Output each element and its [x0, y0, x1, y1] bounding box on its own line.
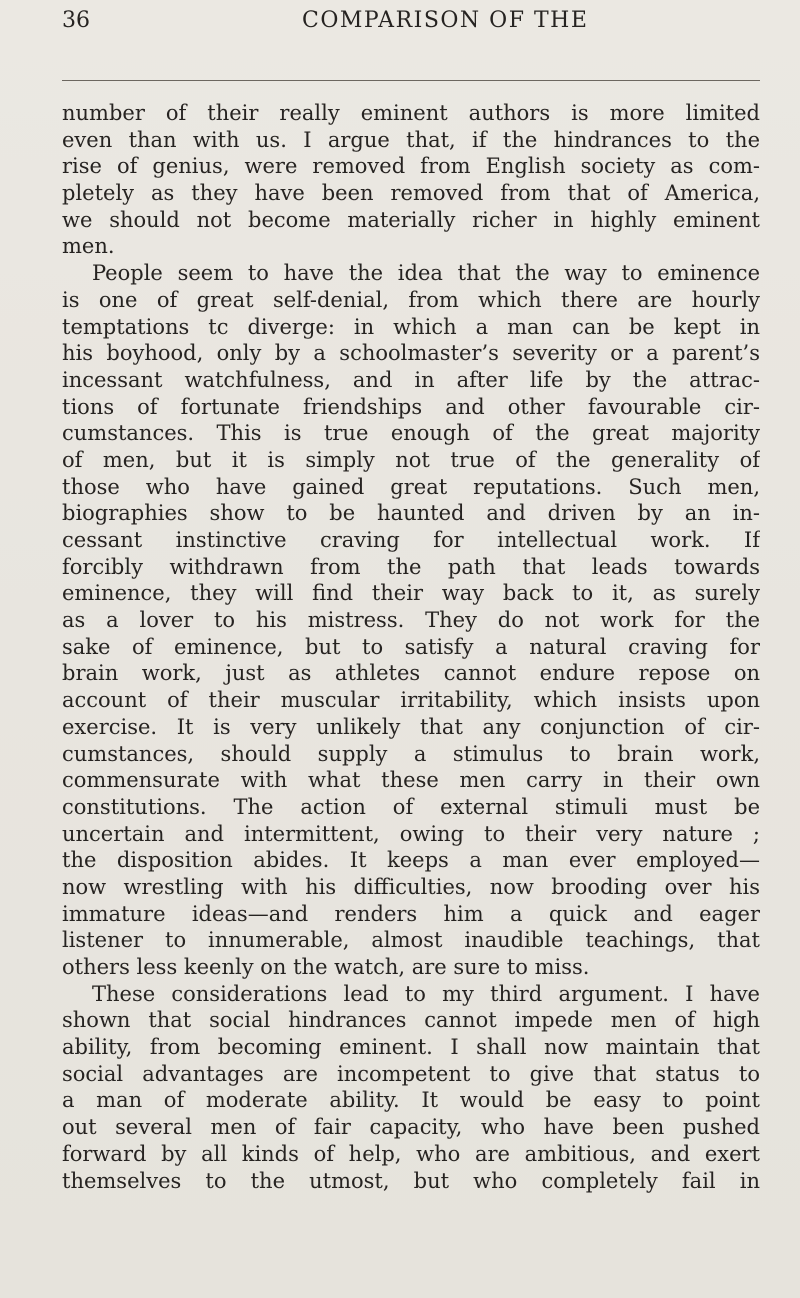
text-line: is one of great self-denial, from which there are hourly	[62, 287, 760, 312]
text-line: out several men of fair capacity, who have been pushed	[62, 1115, 760, 1140]
text-line: cumstances. This is true enough of the great majority	[62, 421, 760, 446]
text-line: number of their really eminent authors is more limited	[62, 101, 760, 125]
text-line: social advantages are incompetent to give that status to	[62, 1061, 760, 1086]
text-line: ability, from becoming eminent. I shall now maintain that	[62, 1035, 760, 1060]
text-line: biographies show to be haunted and driven by an in-	[62, 501, 760, 526]
header-rule	[62, 80, 760, 81]
text-line: those who have gained great reputations. Such men,	[62, 474, 760, 499]
text-line: tions of fortunate friendships and other favourable cir-	[62, 394, 760, 419]
text-line: forcibly withdrawn from the path that leads towards	[62, 554, 760, 579]
text-line: forward by all kinds of help, who are ambitious, and exert	[62, 1141, 760, 1166]
text-line: account of their muscular irritability, which insists upon	[62, 688, 760, 713]
text-line: uncertain and intermittent, owing to their very nature ;	[62, 821, 760, 846]
text-line: brain work, just as athletes cannot endure repose on	[62, 661, 760, 686]
text-line: his boyhood, only by a schoolmaster’s severity or a parent’s	[62, 341, 760, 366]
text-line: men.	[62, 234, 115, 259]
text-line: eminence, they will find their way back to it, as surely	[62, 581, 760, 606]
page-number: 36	[62, 8, 90, 33]
text-line: now wrestling with his difficulties, now brooding over his	[62, 874, 760, 899]
running-head	[62, 0, 762, 36]
text-line: themselves to the utmost, but who completely fail in	[62, 1168, 760, 1193]
text-line: sake of eminence, but to satisfy a natural craving for	[62, 634, 760, 659]
text-line: temptations tc diverge: in which a man can be kept in	[62, 314, 760, 339]
text-line: others less keenly on the watch, are sure to miss.	[62, 955, 590, 979]
text-line: listener to innumerable, almost inaudible teachings, that	[62, 928, 760, 953]
text-line: shown that social hindrances cannot impede men of high	[62, 1008, 760, 1033]
text-line: constitutions. The action of external stimuli must be	[62, 794, 760, 819]
text-line: we should not become materially richer in highly eminent	[62, 207, 760, 232]
text-line: rise of genius, were removed from English society as com-	[62, 154, 760, 179]
text-line: immature ideas—and renders him a quick and eager	[62, 901, 760, 926]
text-line: commensurate with what these men carry in their own	[62, 768, 760, 793]
text-line: People seem to have the idea that the way to eminence	[92, 261, 760, 286]
text-line: cessant instinctive craving for intellectual work. If	[62, 528, 760, 552]
text-line: These considerations lead to my third argument. I have	[92, 981, 760, 1006]
running-title: COMPARISON OF THE	[302, 8, 589, 33]
text-line: a man of moderate ability. It would be easy to point	[62, 1088, 760, 1113]
body-text	[62, 100, 760, 1194]
text-line: of men, but it is simply not true of the generality of	[62, 447, 760, 472]
text-line: incessant watchfulness, and in after life by the attrac-	[62, 367, 760, 392]
text-line: exercise. It is very unlikely that any conjunction of cir-	[62, 714, 760, 739]
text-line: even than with us. I argue that, if the hindrances to the	[62, 127, 760, 152]
text-line: cumstances, should supply a stimulus to brain work,	[62, 741, 760, 766]
text-line: as a lover to his mistress. They do not work for the	[62, 608, 760, 633]
text-line: pletely as they have been removed from that of America,	[62, 181, 760, 206]
text-line: the disposition abides. It keeps a man ever employed—	[62, 848, 760, 873]
